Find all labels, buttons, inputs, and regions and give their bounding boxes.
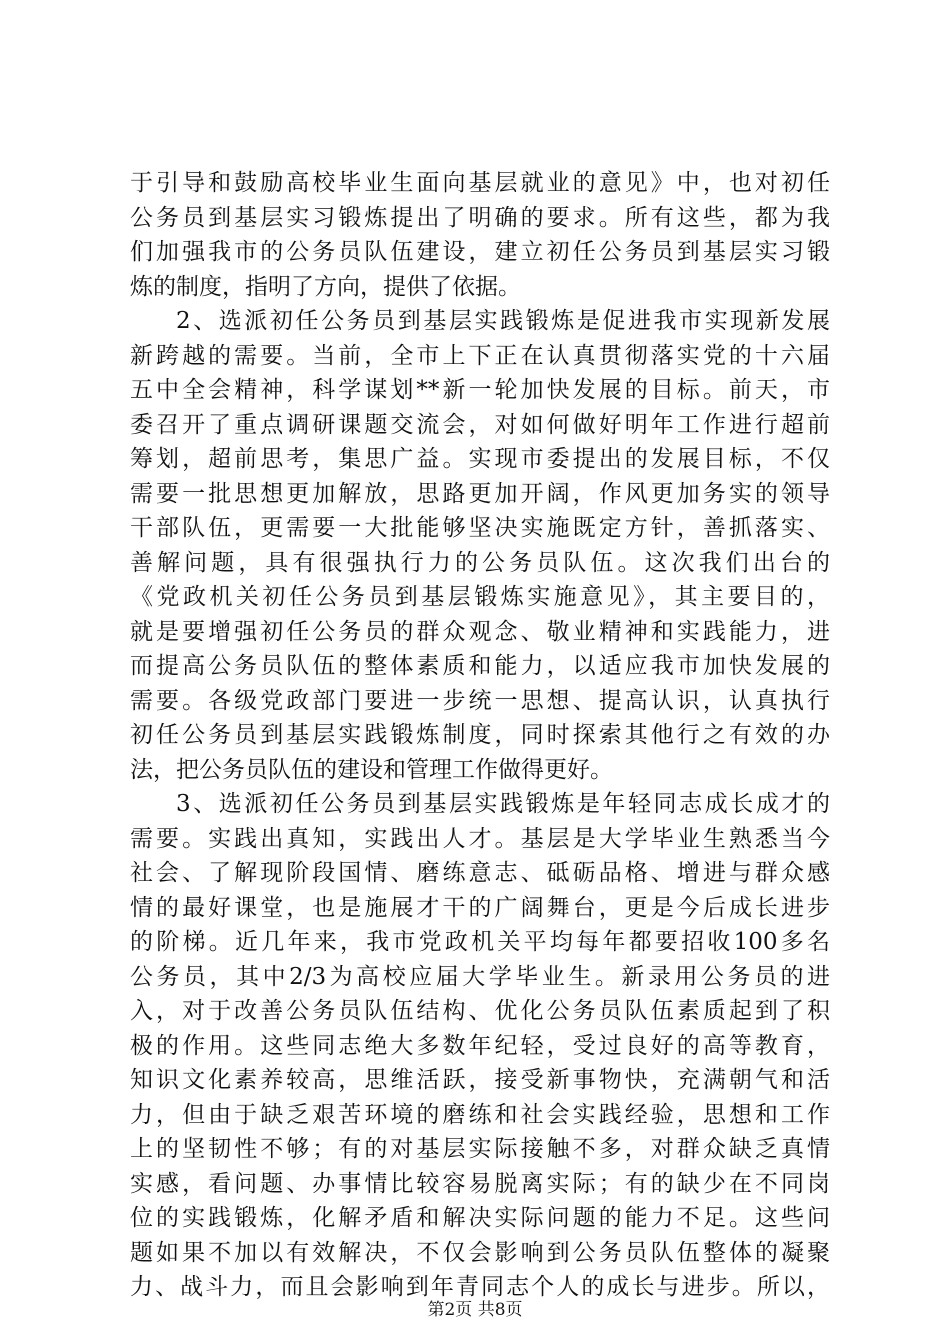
text-line: 力，但由于缺乏艰苦环境的磨练和社会实践经验，思想和工作	[130, 1101, 830, 1128]
text-line: 的阶梯。近几年来，我市党政机关平均每年都要招收100多名	[130, 929, 830, 955]
text-line: 需要。实践出真知，实践出人才。基层是大学毕业生熟悉当今	[130, 825, 830, 852]
text-line: 新跨越的需要。当前，全市上下正在认真贯彻落实党的十六届	[130, 342, 830, 369]
text-line: 于引导和鼓励高校毕业生面向基层就业的意见》中，也对初任	[130, 170, 830, 196]
text-line: 干部队伍，更需要一大批能够坚决实施既定方针，善抓落实、	[130, 515, 830, 541]
text-line: 法，把公务员队伍的建设和管理工作做得更好。	[130, 756, 613, 783]
text-line: 需要。各级党政部门要进一步统一思想、提高认识，认真执行	[130, 687, 830, 714]
text-line: 极的作用。这些同志绝大多数年纪轻，受过良好的高等教育，	[130, 1032, 830, 1059]
paragraph	[130, 304, 830, 787]
text-line: 初任公务员到基层实践锻炼制度，同时探索其他行之有效的办	[130, 722, 830, 748]
text-line: 需要一批思想更加解放，思路更加开阔，作风更加务实的领导	[130, 480, 830, 507]
text-line: 实感，看问题、办事情比较容易脱离实际；有的缺少在不同岗	[130, 1170, 830, 1197]
text-line: 入，对于改善公务员队伍结构、优化公务员队伍素质起到了积	[130, 998, 830, 1024]
text-line: 炼的制度，指明了方向，提供了依据。	[130, 273, 521, 300]
paragraph	[130, 787, 830, 1305]
text-line: 2、选派初任公务员到基层实践锻炼是促进我市实现新发展	[176, 308, 830, 334]
document-body	[130, 166, 830, 1305]
text-line: 公务员到基层实习锻炼提出了明确的要求。所有这些，都为我	[130, 204, 830, 231]
text-line: 情的最好课堂，也是施展才干的广阔舞台，更是今后成长进步	[130, 894, 830, 921]
paragraph	[130, 166, 830, 304]
text-line: 上的坚韧性不够；有的对基层实际接触不多，对群众缺乏真情	[130, 1136, 830, 1162]
text-line: 委召开了重点调研课题交流会，对如何做好明年工作进行超前	[130, 411, 830, 438]
text-line: 善解问题，具有很强执行力的公务员队伍。这次我们出台的	[130, 549, 830, 576]
text-line: 力、战斗力，而且会影响到年青同志个人的成长与进步。所以，	[130, 1274, 830, 1300]
text-line: 而提高公务员队伍的整体素质和能力，以适应我市加快发展的	[130, 653, 830, 679]
text-line: 社会、了解现阶段国情、磨练意志、砥砺品格、增进与群众感	[130, 860, 830, 886]
text-line: 题如果不加以有效解决，不仅会影响到公务员队伍整体的凝聚	[130, 1239, 830, 1266]
text-line: 就是要增强初任公务员的群众观念、敬业精神和实践能力，进	[130, 618, 830, 645]
text-line: 们加强我市的公务员队伍建设，建立初任公务员到基层实习锻	[130, 239, 830, 265]
text-line: 筹划，超前思考，集思广益。实现市委提出的发展目标，不仅	[130, 446, 830, 472]
text-line: 3、选派初任公务员到基层实践锻炼是年轻同志成长成才的	[176, 791, 830, 817]
text-line: 知识文化素养较高，思维活跃，接受新事物快，充满朝气和活	[130, 1067, 830, 1093]
text-line: 公务员，其中2/3为高校应届大学毕业生。新录用公务员的进	[130, 963, 830, 990]
text-line: 《党政机关初任公务员到基层锻炼实施意见》，其主要目的，	[130, 584, 830, 610]
text-line: 位的实践锻炼，化解矛盾和解决实际问题的能力不足。这些问	[130, 1205, 830, 1231]
text-line: 五中全会精神，科学谋划**新一轮加快发展的目标。前天，市	[130, 377, 830, 403]
page-footer: 第2页 共8页	[427, 1300, 523, 1320]
